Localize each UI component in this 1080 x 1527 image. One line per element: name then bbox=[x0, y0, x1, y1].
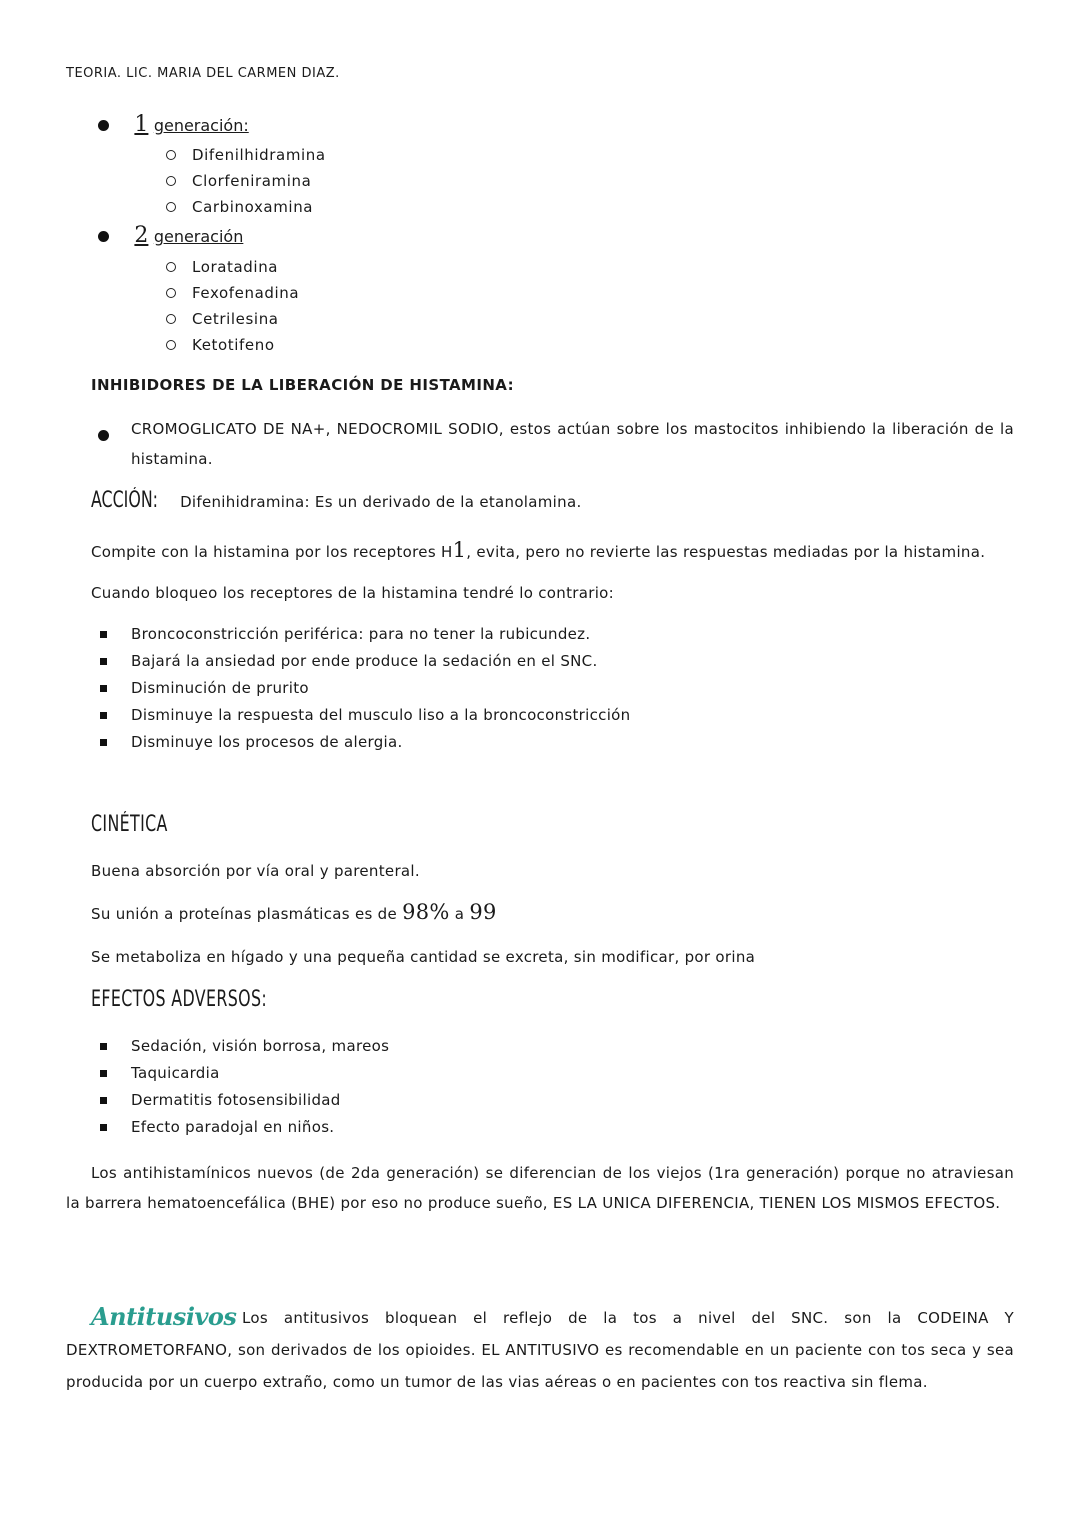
efecto-item: Taquicardia bbox=[131, 1064, 220, 1082]
square-bullet-icon bbox=[100, 685, 107, 692]
generation-number: 2 bbox=[134, 223, 149, 248]
circle-bullet-icon bbox=[166, 314, 176, 324]
list-item bbox=[166, 258, 278, 276]
list-item bbox=[166, 172, 311, 190]
list-item bbox=[100, 1091, 341, 1109]
efecto-item: Efecto paradojal en niños. bbox=[131, 1118, 335, 1136]
circle-bullet-icon bbox=[166, 202, 176, 212]
drug-name: Fexofenadina bbox=[192, 284, 300, 302]
list-item bbox=[100, 1118, 334, 1136]
union-mid: a bbox=[449, 905, 470, 923]
union-pre: Su unión a proteínas plasmáticas es de bbox=[91, 905, 403, 923]
generation-number: 1 bbox=[134, 112, 149, 137]
accion-item: Bajará la ansiedad por ende produce la sedación en el SNC. bbox=[131, 652, 598, 670]
union-value-b: 99 bbox=[469, 900, 497, 924]
list-item bbox=[166, 146, 326, 164]
list-item bbox=[100, 733, 403, 751]
drug-name: Cetrilesina bbox=[192, 310, 279, 328]
list-item bbox=[100, 1064, 220, 1082]
efecto-item: Sedación, visión borrosa, mareos bbox=[131, 1037, 390, 1055]
metaboliza-text: Se metaboliza en hígado y una pequeña cantidad se excreta, sin modificar, por orina bbox=[91, 948, 756, 966]
circle-bullet-icon bbox=[166, 340, 176, 350]
list-item bbox=[100, 625, 590, 643]
generation-label: generación bbox=[153, 227, 244, 246]
accion-item: Broncoconstricción periférica: para no tener la rubicundez. bbox=[131, 625, 591, 643]
square-bullet-icon bbox=[100, 1043, 107, 1050]
accion-item: Disminuye la respuesta del musculo liso a la broncoconstricción bbox=[131, 706, 631, 724]
section-heading-inhibidores: INHIBIDORES DE LA LIBERACIÓN DE HISTAMINA: bbox=[91, 376, 514, 394]
accion-line bbox=[91, 488, 582, 513]
drug-name: Carbinoxamina bbox=[192, 198, 314, 216]
compite-pre: Compite con la histamina por los receptores H bbox=[91, 543, 453, 561]
compite-text bbox=[91, 538, 985, 562]
square-bullet-icon bbox=[100, 631, 107, 638]
circle-bullet-icon bbox=[166, 176, 176, 186]
page-header: TEORIA. LIC. MARIA DEL CARMEN DIAZ. bbox=[66, 66, 340, 81]
union-value-a: 98% bbox=[402, 900, 450, 924]
circle-bullet-icon bbox=[166, 288, 176, 298]
antitusivos-paragraph: Los antitusivos bloquean el reflejo de la tos a nivel del SNC. son la CODEINA Y DEXTROMETORFANO, son derivados de los opioides. EL ANTITUSIVO es recomendable en un paciente con tos seca y sea producida por un cuerpo extraño, como un tumor de las vias aéreas o en pacientes con tos reactiva sin flema. bbox=[66, 1309, 1014, 1391]
list-item bbox=[166, 310, 279, 328]
generation-2-heading bbox=[98, 223, 243, 248]
section-heading-accion: ACCIÓN: bbox=[91, 488, 159, 513]
section-heading-cinetica: CINÉTICA bbox=[91, 812, 168, 837]
drug-name: Difenilhidramina bbox=[192, 146, 326, 164]
list-item bbox=[100, 679, 309, 697]
generation-1-heading bbox=[98, 112, 249, 137]
circle-bullet-icon bbox=[166, 150, 176, 160]
drug-name: Ketotifeno bbox=[192, 336, 275, 354]
compite-post: , evita, pero no revierte las respuestas mediadas por la histamina. bbox=[466, 543, 986, 561]
accion-item: Disminución de prurito bbox=[131, 679, 309, 697]
square-bullet-icon bbox=[100, 712, 107, 719]
list-item bbox=[166, 336, 275, 354]
list-item bbox=[100, 706, 630, 724]
list-item bbox=[100, 1037, 389, 1055]
bullet-icon bbox=[98, 120, 109, 131]
bullet-icon bbox=[98, 231, 109, 242]
efecto-item: Dermatitis fotosensibilidad bbox=[131, 1091, 341, 1109]
receptor-number: 1 bbox=[452, 538, 467, 562]
square-bullet-icon bbox=[100, 1097, 107, 1104]
section-heading-efectos: EFECTOS ADVERSOS: bbox=[91, 987, 268, 1012]
union-text bbox=[91, 900, 497, 924]
drug-name: Clorfeniramina bbox=[192, 172, 312, 190]
square-bullet-icon bbox=[100, 739, 107, 746]
list-item bbox=[100, 652, 598, 670]
bullet-icon-wrapper bbox=[98, 426, 109, 445]
accion-lead: Difenihidramina: Es un derivado de la etanolamina. bbox=[180, 493, 582, 511]
list-item bbox=[166, 284, 299, 302]
square-bullet-icon bbox=[100, 658, 107, 665]
drug-name: Loratadina bbox=[192, 258, 279, 276]
inhibidores-text: CROMOGLICATO DE NA+, NEDOCROMIL SODIO, estos actúan sobre los mastocitos inhibiendo la liberación de la histamina. bbox=[131, 420, 1014, 468]
square-bullet-icon bbox=[100, 1070, 107, 1077]
square-bullet-icon bbox=[100, 1124, 107, 1131]
nuevos-paragraph: Los antihistamínicos nuevos (de 2da generación) se diferencian de los viejos (1ra generación) porque no atraviesan la barrera hematoencefálica (BHE) por eso no produce sueño, ES LA UNICA DIFERENCIA, TIENEN LOS MISMOS EFECTOS. bbox=[66, 1164, 1014, 1212]
bullet-icon bbox=[98, 430, 109, 441]
accion-item: Disminuye los procesos de alergia. bbox=[131, 733, 403, 751]
circle-bullet-icon bbox=[166, 262, 176, 272]
list-item bbox=[166, 198, 313, 216]
absorcion-text: Buena absorción por vía oral y parenteral. bbox=[91, 862, 420, 880]
generation-label: generación: bbox=[153, 116, 249, 135]
cuando-text: Cuando bloqueo los receptores de la histamina tendré lo contrario: bbox=[91, 584, 614, 602]
section-heading-antitusivos: Antitusivos bbox=[91, 1302, 237, 1331]
